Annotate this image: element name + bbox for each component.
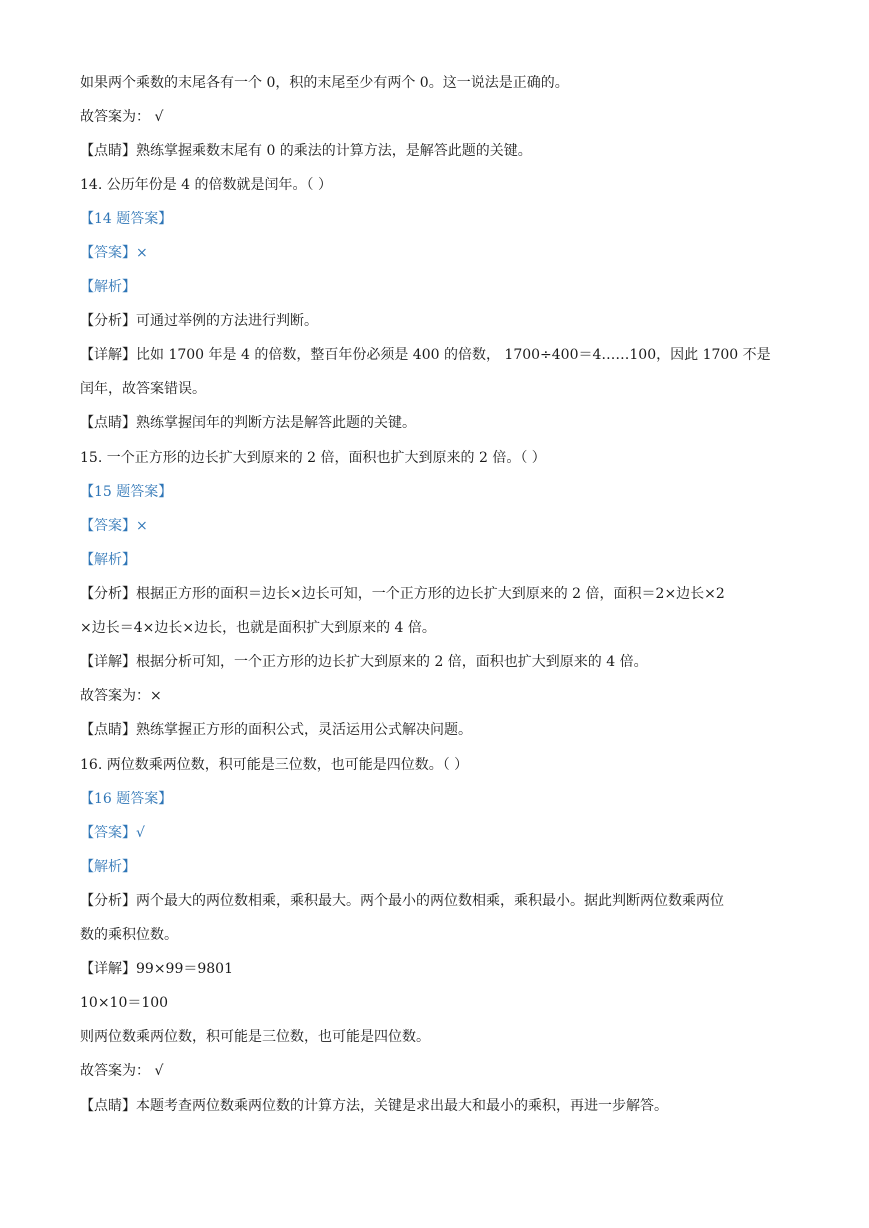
question-16-answer: 【答案】√ xyxy=(80,825,145,841)
question-15-answer-heading: 【15 题答案】 xyxy=(80,484,173,500)
question-16-answer-heading: 【16 题答案】 xyxy=(80,791,173,807)
question-14-detail-cont: 闰年，故答案错误。 xyxy=(80,381,206,397)
question-15-analysis-heading: 【解析】 xyxy=(80,552,136,568)
question-14-answer: 【答案】× xyxy=(80,245,148,261)
question-14-analysis: 【分析】可通过举例的方法进行判断。 xyxy=(80,313,318,329)
key-point-line: 【点睛】熟练掌握乘数末尾有 0 的乘法的计算方法，是解答此题的关键。 xyxy=(80,143,532,159)
question-14-analysis-heading: 【解析】 xyxy=(80,279,136,295)
question-14: 14. 公历年份是 4 的倍数就是闰年。（ ） xyxy=(80,177,332,193)
answer-line: 故答案为： √ xyxy=(80,109,164,125)
question-14-key-point: 【点睛】熟练掌握闰年的判断方法是解答此题的关键。 xyxy=(80,415,416,431)
question-15-analysis: 【分析】根据正方形的面积＝边长×边长可知，一个正方形的边长扩大到原来的 2 倍，面积＝2×边长×2 xyxy=(80,586,725,602)
question-14-detail: 【详解】比如 1700 年是 4 的倍数，整百年份必须是 400 的倍数， 1700÷400＝4……100，因此 1700 不是 xyxy=(80,347,771,363)
paragraph-explanation: 如果两个乘数的末尾各有一个 0，积的末尾至少有两个 0。这一说法是正确的。 xyxy=(80,75,569,91)
question-15-detail: 【详解】根据分析可知，一个正方形的边长扩大到原来的 2 倍，面积也扩大到原来的 4 倍。 xyxy=(80,654,648,670)
question-16-conclusion: 则两位数乘两位数，积可能是三位数，也可能是四位数。 xyxy=(80,1029,430,1045)
question-16-detail-calc: 10×10＝100 xyxy=(80,995,169,1011)
question-15-analysis-cont: ×边长＝4×边长×边长，也就是面积扩大到原来的 4 倍。 xyxy=(80,620,436,636)
question-15-key-point: 【点睛】熟练掌握正方形的面积公式，灵活运用公式解决问题。 xyxy=(80,722,472,738)
question-16-analysis-heading: 【解析】 xyxy=(80,859,136,875)
question-16-key-point: 【点睛】本题考查两位数乘两位数的计算方法，关键是求出最大和最小的乘积，再进一步解答。 xyxy=(80,1098,668,1114)
question-16-analysis: 【分析】两个最大的两位数相乘，乘积最大。两个最小的两位数相乘，乘积最小。据此判断两位数乘两位 xyxy=(80,893,724,909)
question-16: 16. 两位数乘两位数，积可能是三位数，也可能是四位数。（ ） xyxy=(80,757,469,773)
question-15-answer: 【答案】× xyxy=(80,518,148,534)
question-14-answer-heading: 【14 题答案】 xyxy=(80,211,173,227)
question-16-answer-line: 故答案为： √ xyxy=(80,1063,164,1079)
question-16-detail: 【详解】99×99＝9801 xyxy=(80,961,233,977)
question-16-analysis-cont: 数的乘积位数。 xyxy=(80,927,178,943)
question-15-answer-line: 故答案为：× xyxy=(80,688,162,704)
question-15: 15. 一个正方形的边长扩大到原来的 2 倍，面积也扩大到原来的 2 倍。（ ） xyxy=(80,450,546,466)
